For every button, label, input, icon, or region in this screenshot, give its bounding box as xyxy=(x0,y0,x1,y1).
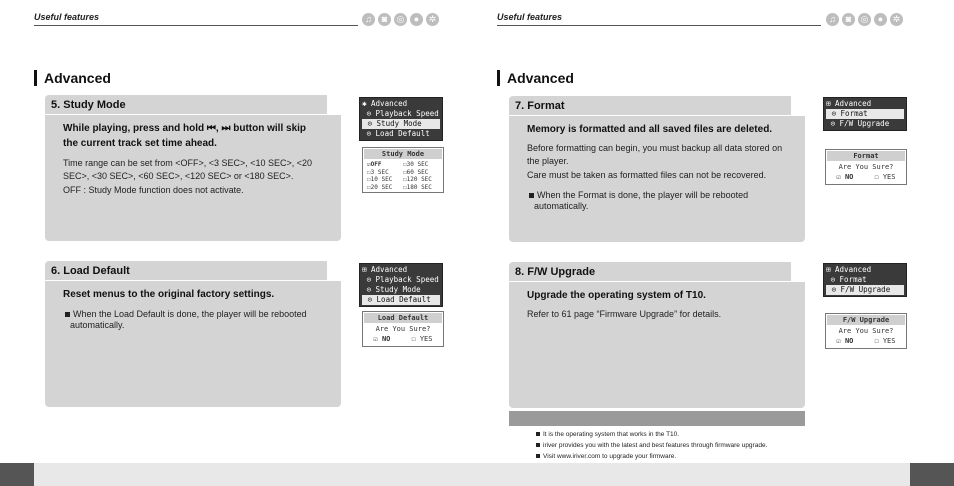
photo-icon: ◙ xyxy=(378,13,391,26)
option-label: 120 SEC xyxy=(406,176,432,183)
info-bar xyxy=(509,411,805,426)
left-section-title: Advanced xyxy=(34,70,111,86)
option-label: NO xyxy=(844,173,854,181)
menu-title: ⊞ Advanced xyxy=(362,265,408,274)
option-off[interactable]: ☑OFF xyxy=(367,161,382,168)
menu-title: ⊞ Advanced xyxy=(826,265,872,274)
fw-upgrade-menu-screen xyxy=(823,263,907,297)
format-body-3: Care must be taken as formatted files can not be recovered. xyxy=(527,170,767,180)
option-label: NO xyxy=(381,335,391,343)
fw-upgrade-box xyxy=(509,262,805,408)
dialog-question: Are You Sure? xyxy=(375,325,431,333)
left-header-icons xyxy=(362,13,439,26)
option-label: OFF xyxy=(370,161,382,168)
footnote-text: iriver provides you with the latest and best features through firmware upgrade. xyxy=(543,442,768,449)
menu-item-label: Playback Speed xyxy=(375,275,439,284)
load-default-dialog xyxy=(362,311,444,347)
bullet-icon xyxy=(65,312,70,317)
page-footer xyxy=(0,463,954,486)
right-header-rule xyxy=(497,25,821,26)
study-mode-dialog xyxy=(362,147,444,193)
option-3sec[interactable]: ☐3 SEC xyxy=(367,168,389,176)
box-head-cutout xyxy=(791,262,805,282)
format-note-1 xyxy=(529,190,748,201)
bullet-icon xyxy=(536,454,540,458)
format-note-2: automatically. xyxy=(534,201,589,211)
advanced-menu-screen-1 xyxy=(359,97,443,141)
menu-item-label: Study Mode xyxy=(375,285,421,294)
fw-upgrade-dialog xyxy=(825,313,907,349)
menu-item-label: Format xyxy=(839,275,867,284)
dialog-title: Format xyxy=(827,151,905,161)
menu-item-fw-upgrade[interactable]: ⊙ F/W Upgrade xyxy=(826,285,904,295)
note-text: When the Format is done, the player will be rebooted xyxy=(537,190,749,200)
record-icon: ● xyxy=(874,13,887,26)
option-10sec[interactable]: ☐10 SEC xyxy=(367,176,393,183)
menu-item-label: Study Mode xyxy=(376,119,422,128)
dialog-title: F/W Upgrade xyxy=(827,315,905,325)
load-default-note-1 xyxy=(65,309,307,320)
option-label: 20 SEC xyxy=(370,183,393,191)
option-label: YES xyxy=(882,337,896,345)
fw-upgrade-body: Refer to 61 page “Firmware Upgrade” for details. xyxy=(527,309,722,319)
note-text: When the Load Default is done, the player will be rebooted xyxy=(73,309,307,319)
advanced-menu-screen-2 xyxy=(359,263,443,307)
menu-item-label: Format xyxy=(840,109,868,118)
format-box xyxy=(509,96,805,242)
fw-upgrade-title: 8. F/W Upgrade xyxy=(509,262,805,282)
box-head-cutout xyxy=(327,261,341,281)
menu-item-load-default[interactable]: ⊙ Load Default xyxy=(362,129,430,138)
option-label: 30 SEC xyxy=(406,161,429,168)
dialog-question: Are You Sure? xyxy=(838,163,894,171)
dialog-question: Are You Sure? xyxy=(838,327,894,335)
fw-upgrade-lead: Upgrade the operating system of T10. xyxy=(527,290,706,301)
footer-left-tab xyxy=(0,463,34,486)
menu-item-label: F/W Upgrade xyxy=(840,285,891,294)
footnote-1 xyxy=(536,430,679,439)
menu-item-label: Playback Speed xyxy=(375,109,439,118)
right-header-icons xyxy=(826,13,903,26)
music-icon: ♫ xyxy=(362,13,375,26)
option-label: 60 SEC xyxy=(406,168,429,176)
study-mode-body-2: SEC>, <30 SEC>, <60 SEC>, <120 SEC> or <180 SEC>. xyxy=(63,171,294,181)
footer-right-tab xyxy=(910,463,954,486)
option-label: YES xyxy=(882,173,896,181)
study-mode-body-3: OFF : Study Mode function does not activate. xyxy=(63,185,244,195)
option-60sec[interactable]: ☐60 SEC xyxy=(403,168,429,176)
left-page-header: Useful features xyxy=(34,12,100,22)
settings-icon: ◎ xyxy=(858,13,871,26)
footnote-text: It is the operating system that works in the T10. xyxy=(543,431,680,438)
footnote-3 xyxy=(536,452,676,461)
option-120sec[interactable]: ☐120 SEC xyxy=(403,176,432,183)
study-mode-body-1: Time range can be set from <OFF>, <3 SEC>, <10 SEC>, <20 xyxy=(63,158,313,168)
format-body-1: Before formatting can begin, you must backup all data stored on xyxy=(527,143,783,153)
menu-title-text: Advanced xyxy=(835,265,872,274)
photo-icon: ◙ xyxy=(842,13,855,26)
load-default-lead: Reset menus to the original factory settings. xyxy=(63,289,275,300)
menu-title: ⊞ Advanced xyxy=(826,99,872,108)
bullet-icon xyxy=(536,432,540,436)
box-head-cutout xyxy=(791,96,805,116)
option-30sec[interactable]: ☐30 SEC xyxy=(403,161,429,168)
option-yes[interactable]: ☐ YES xyxy=(874,173,896,181)
study-mode-lead-1: While playing, press and hold ⏮, ⏭ button will skip xyxy=(63,123,307,134)
option-no[interactable]: ☑ NO xyxy=(836,337,854,345)
menu-title-text: Advanced xyxy=(835,99,872,108)
dialog-options xyxy=(826,336,906,348)
option-yes[interactable]: ☐ YES xyxy=(411,335,433,343)
menu-item-label: Load Default xyxy=(376,295,431,304)
menu-title-text: Advanced xyxy=(371,99,408,108)
dialog-title: Load Default xyxy=(364,313,442,323)
footnote-text: Visit www.iriver.com to upgrade your firmware. xyxy=(543,453,677,460)
option-no[interactable]: ☑ NO xyxy=(836,173,854,181)
menu-item-format[interactable]: ⊙ Format xyxy=(826,275,867,284)
option-label: 180 SEC xyxy=(406,183,432,191)
format-title: 7. Format xyxy=(509,96,805,116)
load-default-note-2: automatically. xyxy=(70,320,125,330)
format-body-2: the player. xyxy=(527,156,569,166)
study-mode-options xyxy=(363,160,443,192)
record-icon: ● xyxy=(410,13,423,26)
menu-item-format[interactable]: ⊙ Format xyxy=(826,109,904,119)
menu-item-study-mode[interactable]: ⊙ Study Mode xyxy=(362,285,421,294)
menu-title-text: Advanced xyxy=(371,265,408,274)
format-lead: Memory is formatted and all saved files are deleted. xyxy=(527,124,773,135)
dialog-title: Study Mode xyxy=(364,149,442,159)
option-yes[interactable]: ☐ YES xyxy=(874,337,896,345)
option-label: 3 SEC xyxy=(370,168,389,176)
format-menu-screen xyxy=(823,97,907,131)
study-mode-lead-2: the current track set time ahead. xyxy=(63,138,217,149)
music-icon: ♫ xyxy=(826,13,839,26)
dialog-options xyxy=(363,334,443,346)
menu-item-load-default[interactable]: ⊙ Load Default xyxy=(362,295,440,305)
menu-item-playback-speed[interactable]: ⊙ Playback Speed xyxy=(362,275,439,284)
settings-icon: ◎ xyxy=(394,13,407,26)
dialog-options xyxy=(826,172,906,184)
right-page-header: Useful features xyxy=(497,12,563,22)
option-20sec[interactable]: ☐20 SEC xyxy=(367,183,393,191)
option-label: NO xyxy=(844,337,854,345)
gear-icon: ✲ xyxy=(426,13,439,26)
menu-title: ✱ Advanced xyxy=(362,99,408,108)
option-label: 10 SEC xyxy=(370,176,393,183)
study-mode-title: 5. Study Mode xyxy=(45,95,341,115)
menu-item-label: F/W Upgrade xyxy=(839,119,890,128)
box-head-cutout xyxy=(327,95,341,115)
load-default-title: 6. Load Default xyxy=(45,261,341,281)
menu-item-playback-speed[interactable]: ⊙ Playback Speed xyxy=(362,109,439,118)
load-default-box xyxy=(45,261,341,407)
bullet-icon xyxy=(529,193,534,198)
left-header-rule xyxy=(34,25,358,26)
format-dialog xyxy=(825,149,907,185)
bullet-icon xyxy=(536,443,540,447)
option-label: YES xyxy=(419,335,433,343)
menu-item-label: Load Default xyxy=(375,129,430,138)
option-180sec[interactable]: ☐180 SEC xyxy=(403,183,432,191)
right-section-title: Advanced xyxy=(497,70,574,86)
footnote-2 xyxy=(536,441,767,450)
menu-item-study-mode[interactable]: ⊙ Study Mode xyxy=(362,119,440,129)
study-mode-box xyxy=(45,95,341,241)
menu-item-fw-upgrade[interactable]: ⊙ F/W Upgrade xyxy=(826,119,890,128)
gear-icon: ✲ xyxy=(890,13,903,26)
option-no[interactable]: ☑ NO xyxy=(373,335,391,343)
